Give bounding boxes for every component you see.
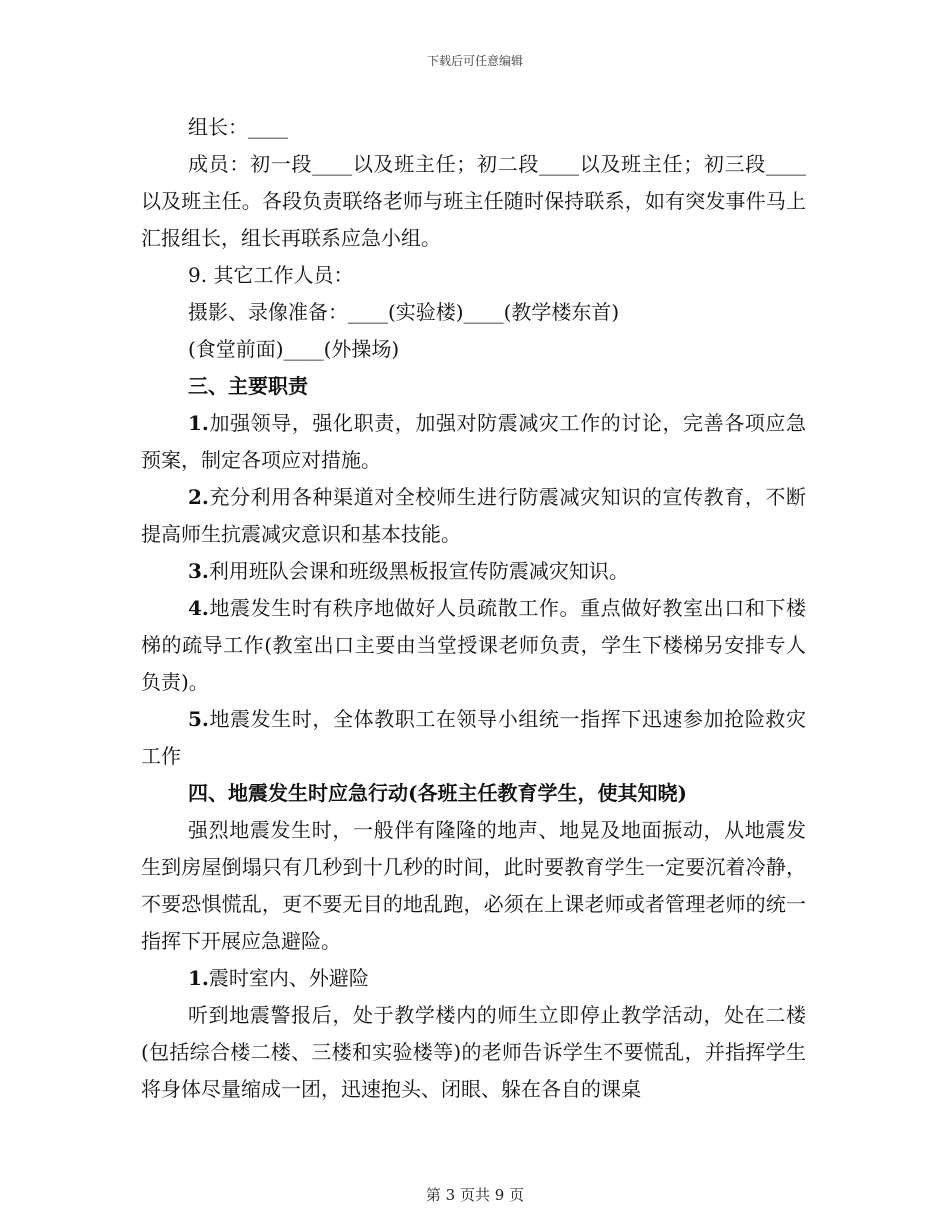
- members-paragraph: 成员：初一段____以及班主任；初二段____以及班主任；初三段____以及班主任。各段负责联络老师与班主任随时保持联系，如有突发事件马上汇报组长，组长再联系应急小组。: [141, 152, 806, 250]
- section-3-title: 三、主要职责: [188, 374, 308, 398]
- duty-item-2-text: 充分利用各种渠道对全校师生进行防震减灾知识的宣传教育，不断提高师生抗震减灾意识和基本技能。: [141, 485, 806, 546]
- subsection-1-title: [141, 960, 806, 997]
- duty-item-3-num: 3.: [188, 559, 209, 583]
- subsection-1-label: 震时室内、外避险: [208, 966, 369, 990]
- section-4-intro: 强烈地震发生时，一般伴有隆隆的地声、地晃及地面振动，从地震发生到房屋倒塌只有几秒到十几秒的时间，此时要教育学生一定要沉着冷静，不要恐惧慌乱，更不要无目的地乱跑，必须在上课老师或者管理老师的统一指挥下开展应急避险。: [141, 818, 806, 953]
- page-header: 下载后可任意编辑: [426, 54, 523, 68]
- duty-item-2-num: 2.: [188, 485, 209, 509]
- subsection-1-num: 1.: [188, 966, 209, 990]
- duty-item-4-num: 4.: [188, 596, 209, 620]
- page-footer: 第 3 页共 9 页: [425, 1186, 525, 1204]
- duty-item-1-num: 1.: [188, 411, 209, 435]
- duty-item-4-text: 地震发生时有秩序地做好人员疏散工作。重点做好教室出口和下楼梯的疏导工作(教室出口主要由当堂授课老师负责，学生下楼梯另安排专人负责)。: [141, 596, 806, 694]
- duty-item-3-text: 利用班队会课和班级黑板报宣传防震减灾知识。: [208, 559, 629, 583]
- document-body: [141, 109, 806, 1108]
- duty-item-5: [141, 701, 806, 775]
- photo-line-2: (食堂前面)____(外操场): [188, 337, 400, 361]
- subsection-1-text: 听到地震警报后，处于教学楼内的师生立即停止教学活动，处在二楼(包括综合楼二楼、三楼和实验楼等)的老师告诉学生不要慌乱，并指挥学生将身体尽量缩成一团，迅速抱头、闭眼、躲在各自的课桌: [141, 1003, 806, 1101]
- duty-item-5-num: 5.: [188, 707, 209, 731]
- section-4-title: 四、地震发生时应急行动(各班主任教育学生，使其知晓): [188, 781, 687, 805]
- photo-line: 摄影、录像准备：____(实验楼)____(教学楼东首): [188, 300, 620, 324]
- duty-item-4: [141, 590, 806, 701]
- leader-line: 组长：____: [188, 115, 288, 139]
- duty-item-1-text: 加强领导，强化职责，加强对防震减灾工作的讨论，完善各项应急预案，制定各项应对措施。: [141, 411, 806, 472]
- other-staff-title: 9. 其它工作人员：: [188, 263, 354, 287]
- duty-item-1: [141, 405, 806, 479]
- duty-item-2: [141, 479, 806, 553]
- duty-item-5-text: 地震发生时，全体教职工在领导小组统一指挥下迅速参加抢险救灾工作: [141, 707, 806, 768]
- duty-item-3: [141, 553, 806, 590]
